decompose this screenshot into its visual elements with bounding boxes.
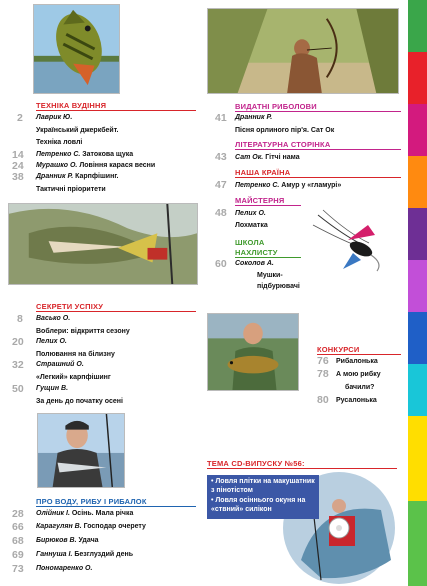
entry-title: Лохматка — [235, 222, 268, 229]
section-rule — [317, 354, 401, 355]
section-title-technique: ТЕХНІКА ВУДІННЯ — [36, 101, 107, 110]
fly-lure-photo — [303, 205, 389, 277]
page-number: 50 — [12, 383, 24, 395]
entry-title: Техніка ловлі — [36, 139, 83, 146]
page-number: 20 — [12, 336, 24, 348]
section-rule — [235, 111, 401, 112]
entry-title: Русалонька — [336, 397, 377, 404]
entry-author: Дранник Р. — [36, 173, 74, 180]
entry-author: Гущин В. — [36, 385, 69, 392]
page-number: 66 — [12, 521, 24, 533]
entry-author: Сат Ок. — [235, 154, 264, 161]
entry-author: Ганнуша І. — [36, 551, 73, 558]
page-number: 60 — [215, 258, 227, 270]
color-tab[interactable] — [408, 312, 427, 364]
entry-title: Гітчі нама — [265, 154, 300, 161]
entry-title: Мушки- — [257, 272, 283, 279]
color-tab[interactable] — [408, 52, 427, 104]
entry-author: Петренко С. — [36, 151, 81, 158]
cd-topic: • Ловля плітки на макушатник з пінотістом — [211, 478, 315, 494]
entry-author: Дранник Р. — [235, 114, 273, 121]
color-tab[interactable] — [408, 208, 427, 260]
entry-title: Удача — [78, 537, 99, 544]
entry-title: «Легкий» карпфішинг — [36, 374, 111, 381]
entry-title: Пісня орлиного пір'я. Сат Ок — [235, 127, 335, 134]
page-number: 68 — [12, 535, 24, 547]
entry-line — [36, 537, 99, 546]
entry-title: Безглуздий день — [74, 551, 134, 558]
page-number: 78 — [317, 368, 329, 380]
entry-author: Соколов А. — [235, 260, 274, 267]
cd-topics-list — [207, 475, 319, 519]
entry-title: Амур у «гламурі» — [281, 182, 342, 189]
entry-title: Тактичні пріоритети — [36, 186, 106, 193]
entry-title: Осінь. Мала річка — [71, 510, 134, 517]
archer-photo — [207, 8, 399, 94]
page-number: 38 — [12, 171, 24, 183]
entry-title: Затокова щука — [82, 151, 134, 158]
pike-photo — [8, 203, 198, 285]
entry-title: Карпфішинг. — [75, 173, 119, 180]
page-number: 28 — [12, 508, 24, 520]
section-rule — [36, 311, 196, 312]
section-title-famous: ВИДАТНІ РИБОЛОВИ — [235, 102, 317, 111]
entry-author: Васько О. — [36, 315, 71, 322]
section-rule — [207, 468, 397, 469]
color-tab[interactable] — [408, 416, 427, 501]
entry-line — [36, 162, 155, 171]
page-number: 8 — [17, 313, 23, 325]
entry-title: Господар очерету — [83, 523, 146, 530]
page-number: 80 — [317, 394, 329, 406]
color-tab-strip — [408, 0, 427, 586]
entry-author: Петренко С. — [235, 182, 280, 189]
section-title-fly-school-2: НАХЛИСТУ — [235, 248, 278, 257]
entry-title: підбурювачі — [257, 283, 300, 290]
section-title-our-country: НАША КРАЇНА — [235, 168, 291, 177]
fisherman-photo — [37, 413, 125, 488]
page-number: 41 — [215, 112, 227, 124]
cd-title: ТЕМА CD-ВИПУСКУ №56: — [207, 459, 305, 468]
entry-line — [36, 551, 133, 560]
page-number: 69 — [12, 549, 24, 561]
page-number: 48 — [215, 207, 227, 219]
entry-title: Полювання на білизну — [36, 351, 115, 358]
page-number: 47 — [215, 179, 227, 191]
color-tab[interactable] — [408, 364, 427, 416]
entry-line — [36, 523, 146, 532]
page-number: 32 — [12, 359, 24, 371]
perch-photo — [33, 4, 120, 94]
entry-line — [36, 151, 133, 160]
section-title-fly-school-1: ШКОЛА — [235, 238, 265, 247]
page-number: 43 — [215, 151, 227, 163]
section-rule — [36, 506, 196, 507]
page-number: 73 — [12, 563, 24, 575]
entry-author: Страшний О. — [36, 361, 84, 368]
entry-title: Воблери: відкриття сезону — [36, 328, 130, 335]
entry-line — [235, 154, 300, 163]
section-rule — [235, 205, 301, 206]
entry-author: Пономаренко О. — [36, 565, 93, 572]
entry-author: Пелих О. — [36, 338, 67, 345]
entry-author: Лаврик Ю. — [36, 114, 73, 121]
entry-title: Рибалонька — [336, 358, 378, 365]
entry-title: За день до початку осені — [36, 398, 123, 405]
entry-title: Український джеркбейт. — [36, 127, 119, 134]
entry-author: Бирюков В. — [36, 537, 77, 544]
entry-title: бачили? — [345, 384, 375, 391]
section-title-water: ПРО ВОДУ, РИБУ І РИБАЛОК — [36, 497, 147, 506]
entry-author: Мурашко О. — [36, 162, 78, 169]
section-rule — [235, 149, 401, 150]
page-number: 76 — [317, 355, 329, 367]
entry-line — [235, 182, 341, 191]
entry-title: А мою рибку — [336, 371, 381, 378]
left-column — [0, 0, 200, 586]
color-tab[interactable] — [408, 260, 427, 312]
carp-angler-photo — [207, 313, 299, 391]
entry-line — [36, 173, 119, 182]
color-tab[interactable] — [408, 156, 427, 208]
color-tab[interactable] — [408, 104, 427, 156]
section-title-workshop: МАЙСТЕРНЯ — [235, 196, 285, 205]
section-rule — [235, 257, 301, 258]
section-rule — [36, 110, 196, 111]
page-number: 24 — [12, 160, 24, 172]
section-rule — [235, 177, 401, 178]
entry-author: Олійник І. — [36, 510, 70, 517]
section-title-literary: ЛІТЕРАТУРНА СТОРІНКА — [235, 140, 331, 149]
page-number: 2 — [17, 112, 23, 124]
section-title-success: СЕКРЕТИ УСПІХУ — [36, 302, 104, 311]
entry-title: Ловіння карася весни — [79, 162, 156, 169]
entry-author: Пелих О. — [235, 210, 266, 217]
cd-topic: • Ловля осіннього окуня на «ствний» силікон — [211, 497, 306, 513]
color-tab[interactable] — [408, 0, 427, 52]
color-tab[interactable] — [408, 501, 427, 586]
section-title-contests: КОНКУРСИ — [317, 345, 360, 354]
page-number: 14 — [12, 149, 24, 161]
entry-line — [36, 510, 133, 519]
entry-author: Карагулян В. — [36, 523, 82, 530]
